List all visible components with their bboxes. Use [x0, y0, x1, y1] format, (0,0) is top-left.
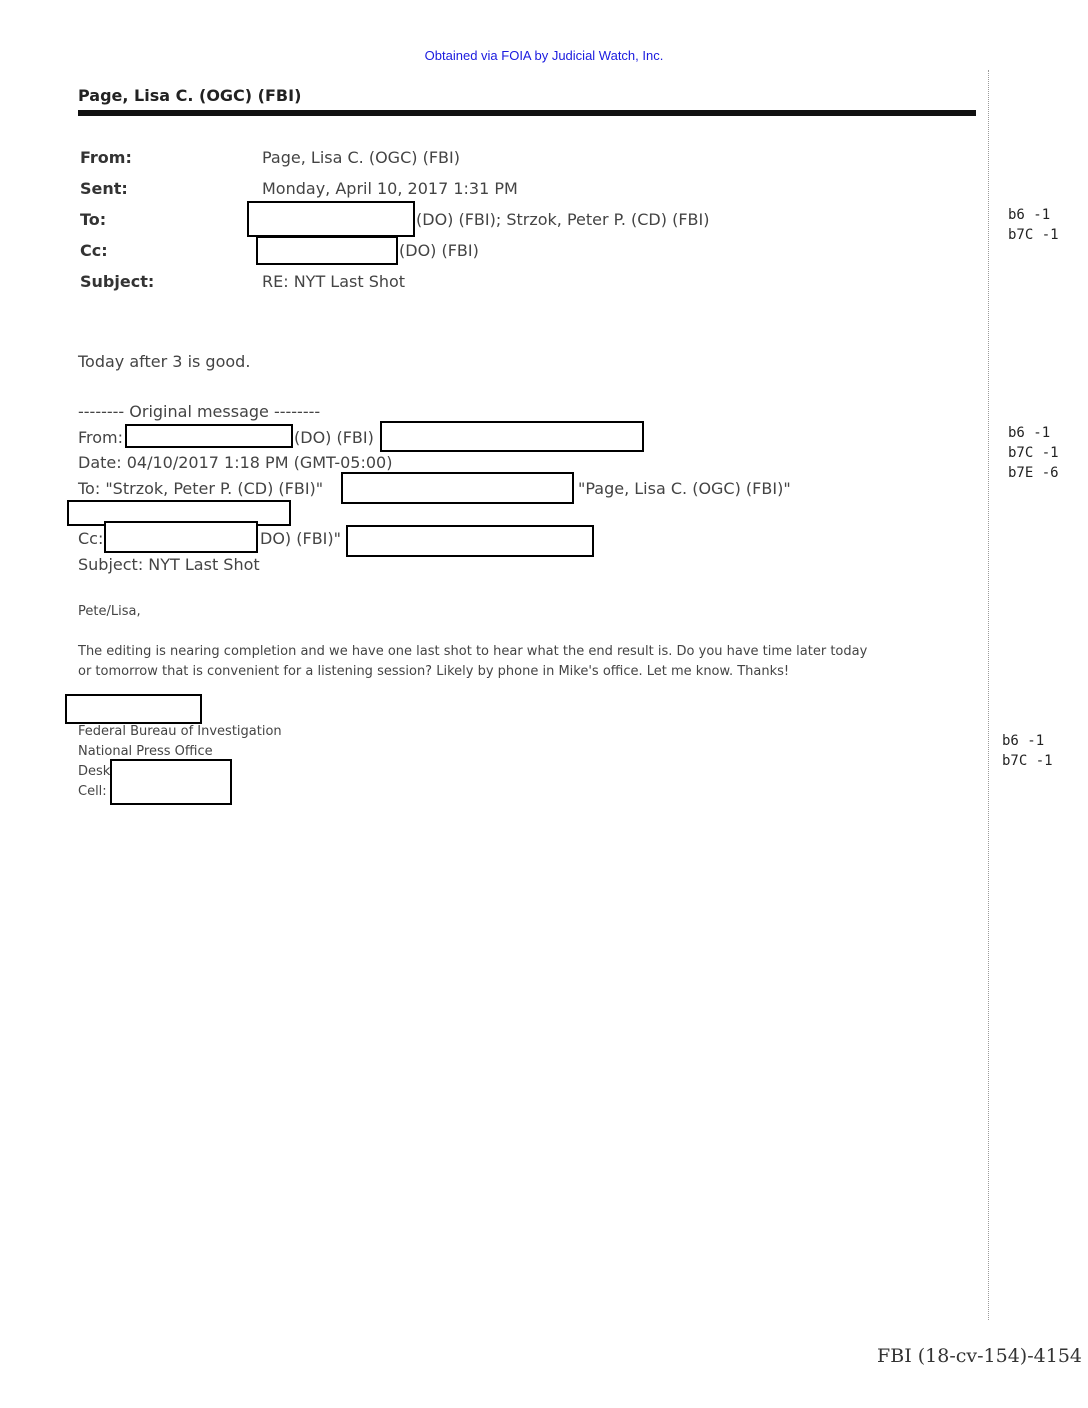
- redaction-box: [341, 472, 574, 504]
- reply-body: Today after 3 is good.: [78, 352, 251, 371]
- sent-value: Monday, April 10, 2017 1:31 PM: [262, 179, 518, 198]
- redaction-box: [247, 201, 415, 237]
- exemption-codes: b6 -1 b7C -1 b7E -6: [1008, 425, 1059, 481]
- sent-label: Sent:: [80, 179, 128, 198]
- redaction-box: [104, 521, 258, 553]
- from-label: From:: [80, 148, 132, 167]
- redaction-box: [256, 236, 398, 265]
- redaction-box: [65, 694, 202, 724]
- orig-from-mid: (DO) (FBI): [294, 428, 374, 447]
- orig-cc-prefix: Cc:: [78, 529, 104, 548]
- subject-label: Subject:: [80, 272, 155, 291]
- original-separator: -------- Original message --------: [78, 402, 321, 421]
- header-rule: [78, 110, 976, 116]
- redaction-box: [125, 424, 293, 448]
- to-value: (DO) (FBI); Strzok, Peter P. (CD) (FBI): [416, 210, 710, 229]
- signature-office: National Press Office: [78, 744, 213, 759]
- subject-value: RE: NYT Last Shot: [262, 272, 406, 291]
- redaction-box: [346, 525, 594, 557]
- orig-body-line-2: or tomorrow that is convenient for a listening session? Likely by phone in Mike's office. Let me know. Thanks!: [78, 664, 790, 679]
- cc-label: Cc:: [80, 241, 108, 260]
- orig-to-mid: "Page, Lisa C. (OGC) (FBI)": [578, 479, 791, 498]
- to-label: To:: [80, 210, 107, 229]
- exemption-codes: b6 -1 b7C -1: [1002, 733, 1053, 769]
- foia-banner: Obtained via FOIA by Judicial Watch, Inc.: [424, 48, 664, 63]
- orig-body-line-1: The editing is nearing completion and we have one last shot to hear what the end result is. Do you have time later today: [78, 644, 868, 659]
- signature-desk-label: Desk: [78, 764, 111, 779]
- orig-greeting: Pete/Lisa,: [78, 604, 141, 619]
- orig-subject-line: Subject: NYT Last Shot: [78, 555, 260, 574]
- signature-cell-label: Cell:: [78, 784, 107, 799]
- header-mailbox-name: Page, Lisa C. (OGC) (FBI): [78, 86, 302, 105]
- orig-cc-mid: DO) (FBI)": [260, 529, 341, 548]
- from-value: Page, Lisa C. (OGC) (FBI): [262, 148, 460, 167]
- redaction-box: [110, 759, 232, 805]
- orig-from-prefix: From:: [78, 428, 124, 447]
- exemption-codes: b6 -1 b7C -1: [1008, 207, 1059, 243]
- orig-date-line: Date: 04/10/2017 1:18 PM (GMT-05:00): [78, 453, 393, 472]
- margin-divider: [988, 70, 989, 1320]
- redaction-box: [380, 421, 644, 452]
- cc-value: (DO) (FBI): [399, 241, 479, 260]
- signature-org: Federal Bureau of Investigation: [78, 724, 282, 739]
- orig-to-prefix: To: "Strzok, Peter P. (CD) (FBI)": [78, 479, 324, 498]
- bates-number: FBI (18-cv-154)-4154: [877, 1345, 1082, 1367]
